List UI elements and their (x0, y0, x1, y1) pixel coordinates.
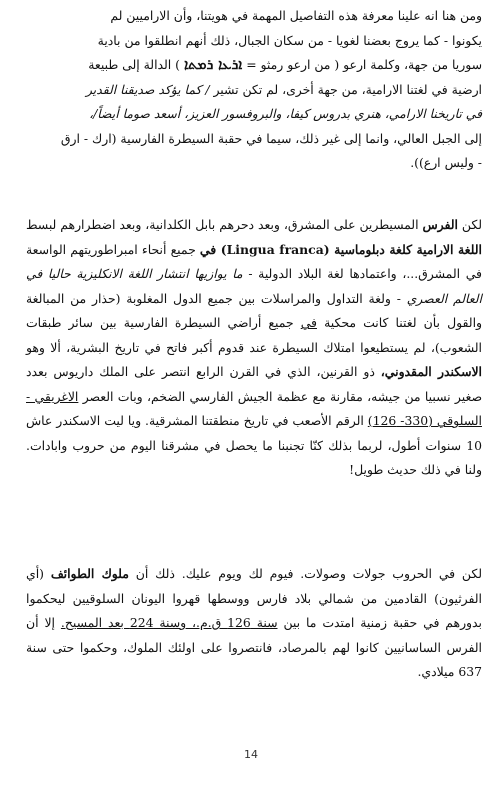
paragraph-parthians-sassanids (26, 562, 482, 685)
underlined-dates: سنة 126 ق.م.، وسنة 224 بعد المسيح. (60, 615, 278, 630)
text-segment: (أي الفرثيون) القادمين من شمالي بلاد فارس ووسطها قهروا اليونان السلوقيين ليحكموا بدورهم في حقبة زمنية امتدت ما بين (26, 566, 482, 630)
text-segment: ) الدالة إلى طبيعة (88, 57, 181, 72)
text-segment: المسيطرين على المشرق، وبعد دحرهم بابل الكلدانية، وبعد اضطرارهم لبسط (26, 217, 419, 232)
text-line: - وليس ارع)). (410, 155, 482, 170)
text-line: ومن هنا انه علينا معرفة هذه التفاصيل المهمة في هويتنا، وأن الاراميين لم (110, 8, 482, 23)
text-segment: لكن في الحروب جولات وصولات. فيوم لك ويوم عليك. ذلك أن (135, 566, 482, 581)
text-line: يكونوا - كما يروج بعضنا لغويا - من سكان الجبال، ذلك أنهم انطلقوا من بادية (97, 32, 482, 48)
bold-term-kings: ملوك الطوائف (50, 566, 129, 581)
italic-comparison: ما يوازيها انتشار اللغة الانكليزية حاليا في العالم العصري (26, 266, 482, 306)
text-segment: ذو القرنين، الذي في القرن الرابع انتصر على الملك داريوس بعدد صغير نسبيا من جيشه، مقارنة مع عظمة الجيش الفارسي الضخم، وبات العصر (26, 364, 482, 404)
paragraph-aramean-identity (26, 4, 482, 176)
text-segment: سوريا من جهة، وكلمة ارعو ( من ارعو رمثو = (246, 57, 482, 72)
text-line (26, 53, 482, 78)
text-segment: الرقم الأصعب في تاريخ منطقتنا المشرقية. ويا ليت الاسكندر عاش 10 سنوات أطول، لربما بذلك كنّا تجنبنا ما يحصل في مشرقنا اليوم من حروب وابادات. ولنا في ذلك حديث طويل! (26, 413, 482, 477)
text-line (26, 78, 482, 103)
text-segment: إلا أن الفرس الساسانيين كانوا لهم بالمرصاد، فانتصروا على اولئك الملوك، وحكموا حتى سنة 637 ميلادي. (26, 615, 482, 679)
bold-term-lingua-franca: اللغة الارامية كلغة دبلوماسية (Lingua franca) في (199, 241, 482, 257)
text-line-italic: في تاريخنا الارامي، هنري بدروس كيفا، والبروفسور العزيز، أسعد صوما أيضاً/، (89, 106, 482, 121)
italic-aside: / كما يؤكد صديقنا القدير (85, 81, 210, 97)
paragraph-persians-alexander (26, 213, 482, 483)
text-segment: جميع أراضي السيطرة الفارسية بين سائر طبقات الشعوب)، لم يستطيعوا امتلاك السيطرة عند قدوم أكبر فاتح في تاريخ البشرية، ألا وهو (26, 315, 482, 355)
underlined-word: في (300, 315, 317, 330)
underlined-era: الاغريقي - السلوقي (330- 126) (26, 388, 482, 428)
text-line: إلى الجبل العالي، وانما إلى غير ذلك، سيما في حقبة السيطرة الفارسية (ارك - ارق (60, 130, 482, 146)
text-segment: ارضية في لغتنا الارامية، من جهة أخرى، لم تكن تشير (213, 81, 482, 97)
bold-term-persians: الفرس (422, 217, 458, 232)
text-segment: لكن (461, 217, 482, 232)
syriac-phrase: ܐܪܥܐ ܪܡܬܐ (183, 57, 243, 73)
text-segment: - ولغة التداول والمراسلات بين جميع الدول المغلوبة (حذار من المبالغة والقول بأن لغتنا كانت محكية (26, 290, 482, 330)
bold-term-alexander: الاسكندر المقدوني، (380, 364, 482, 379)
text-segment: جميع أنحاء امبراطوريتهم الواسعة في المشرق...، واعتمادها لغة البلاد الدولية - (26, 241, 482, 281)
page-number: 14 (244, 748, 258, 761)
